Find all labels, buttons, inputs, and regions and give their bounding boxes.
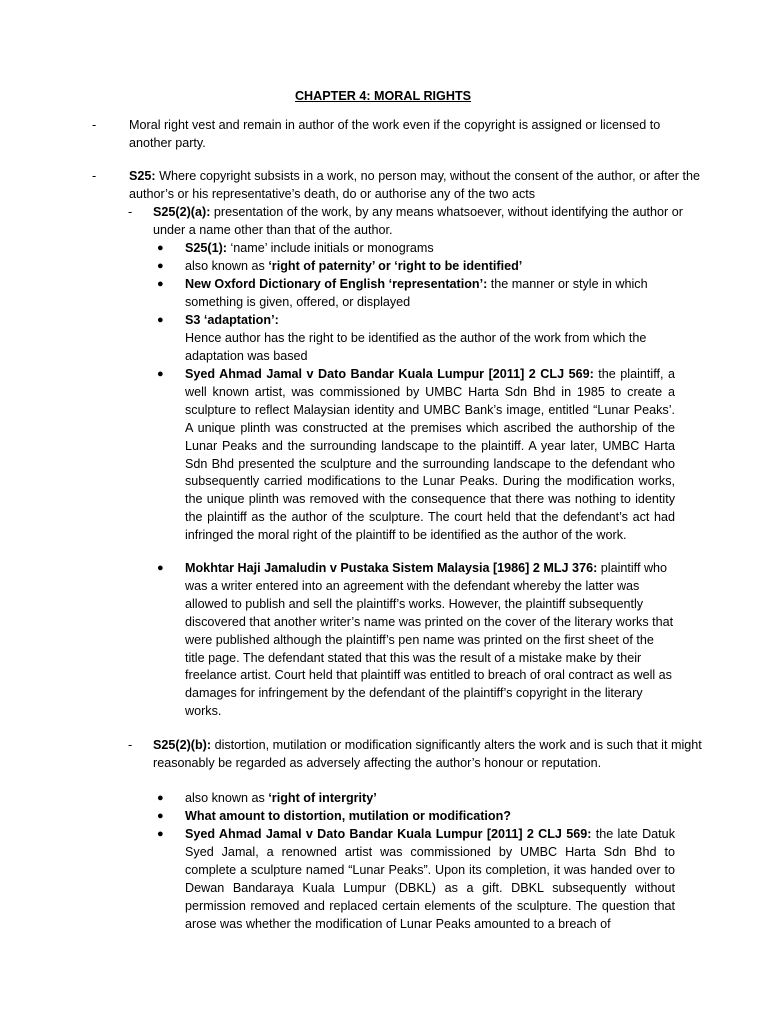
list-item-bold: Syed Ahmad Jamal v Dato Bandar Kuala Lumpur [2011] 2 CLJ 569:: [185, 827, 592, 841]
bullet-icon: ●: [157, 242, 164, 254]
list-item-bold: What amount to distortion, mutilation or modification?: [185, 809, 512, 823]
s25-2a-paragraph: [153, 204, 704, 240]
bullet-icon: ●: [157, 314, 164, 326]
intro-paragraph: Moral right vest and remain in author of the work even if the copyright is assigned or licensed to another party.: [129, 118, 661, 150]
list-item-text: also known as: [185, 259, 269, 273]
list-item: [185, 276, 675, 312]
list-item-bold: Mokhtar Haji Jamaludin v Pustaka Sistem Malaysia [1986] 2 MLJ 376:: [185, 561, 598, 575]
bullet-icon: ●: [157, 828, 164, 840]
dash-marker: -: [92, 118, 97, 132]
bullet-icon: ●: [157, 368, 164, 380]
list-item: [185, 312, 675, 366]
list-item-text: the plaintiff, a well known artist, was commissioned by UMBC Harta Sdn Bhd in 1985 to create a sculpture to reflect Malaysian identity and UMBC Bank’s image, entitled “Lunar Peaks’. A unique plinth was constructed at the premises which ascribed the authorship of the Lunar Peaks and the surrounding landscape to the plaintiff. A year later, UMBC Harta Sdn Bhd presented the sculpture and the surrounding landscape to the defendant who subsequently carried modifications to the Lunar Peaks. During the modification works, the unique plinth was removed with the consequence that there was nothing to identity the plaintiff as the author of the sculpture. The court held that the defendant’s act had infringed the moral right of the plaintiff to be identified as the author of the work.: [185, 367, 675, 543]
list-item-text: Hence author has the right to be identified as the author of the work from which the adaptation was based: [185, 330, 647, 363]
s25-2b-paragraph: [153, 737, 704, 773]
s25-2b-text: distortion, mutilation or modification significantly alters the work and is such that it might reasonably be regarded as adversely affecting the author’s honour or reputation.: [153, 738, 702, 770]
list-item-text: also known as: [185, 791, 269, 805]
list-item-bold: ‘right of intergrity’: [268, 791, 377, 805]
dash-marker: -: [92, 169, 97, 183]
s25-paragraph: [129, 168, 704, 204]
bullet-icon: ●: [157, 260, 164, 272]
list-item: [185, 826, 675, 933]
dash-marker: -: [128, 738, 133, 752]
list-item-bold: S25(1):: [185, 241, 227, 255]
list-item-text: the late Datuk Syed Jamal, a renowned artist was commissioned by UMBC Harta Sdn Bhd to complete a sculpture named “Lunar Peaks”. Upon its completion, it was handed over to Dewan Bandaraya Kuala Lumpur (DBKL) as a gift. DBKL subsequently without permission removed and replaced certain elements of the sculpture. The question that arose was whether the modification of Lunar Peaks amounted to a breach of: [185, 827, 675, 931]
list-item-text: ‘name’ include initials or monograms: [227, 241, 434, 255]
bullet-icon: ●: [157, 562, 164, 574]
list-item: [185, 808, 675, 826]
bullet-icon: ●: [157, 792, 164, 804]
list-item-text: the manner or style in which something is given, offered, or displayed: [185, 277, 648, 309]
list-item: [185, 240, 675, 258]
s25-2a-heading: S25(2)(a):: [153, 205, 211, 219]
page-title: CHAPTER 4: MORAL RIGHTS: [294, 89, 472, 103]
list-item-bold: S3 ‘adaptation’:: [185, 313, 279, 327]
list-item-text: plaintiff who was a writer entered into an agreement with the defendant whereby the latter was allowed to publish and sell the plaintiff’s works. However, the plaintiff subsequently discovered that another writer’s name was printed on the cover of the literary works that were published although the plaintiff’s pen name was printed on the first sheet of the title page. The defendant stated that this was the result of a mistake make by their freelance artist. Court held that plaintiff was entitled to breach of oral contract as well as damages for infringement by the defendant of the plaintiff’s copyright in the literary works.: [185, 561, 674, 719]
list-item: [185, 366, 675, 545]
s25-heading: S25:: [129, 169, 156, 183]
s25-2b-heading: S25(2)(b):: [153, 738, 212, 752]
list-item-bold: ‘right of paternity’ or ‘right to be identified’: [268, 259, 523, 273]
list-item: [185, 560, 675, 721]
s25-2a-text: presentation of the work, by any means whatsoever, without identifying the author or under a name other than that of the author.: [153, 205, 683, 237]
list-item-bold: Syed Ahmad Jamal v Dato Bandar Kuala Lumpur [2011] 2 CLJ 569:: [185, 367, 594, 381]
list-item-bold: New Oxford Dictionary of English ‘representation’:: [185, 277, 488, 291]
bullet-icon: ●: [157, 278, 164, 290]
dash-marker: -: [128, 205, 133, 219]
list-item: [185, 258, 675, 276]
s25-text: Where copyright subsists in a work, no person may, without the consent of the author, or after the author’s or his representative’s death, do or authorise any of the two acts: [129, 169, 700, 201]
bullet-icon: ●: [157, 810, 164, 822]
list-item: [185, 790, 675, 808]
